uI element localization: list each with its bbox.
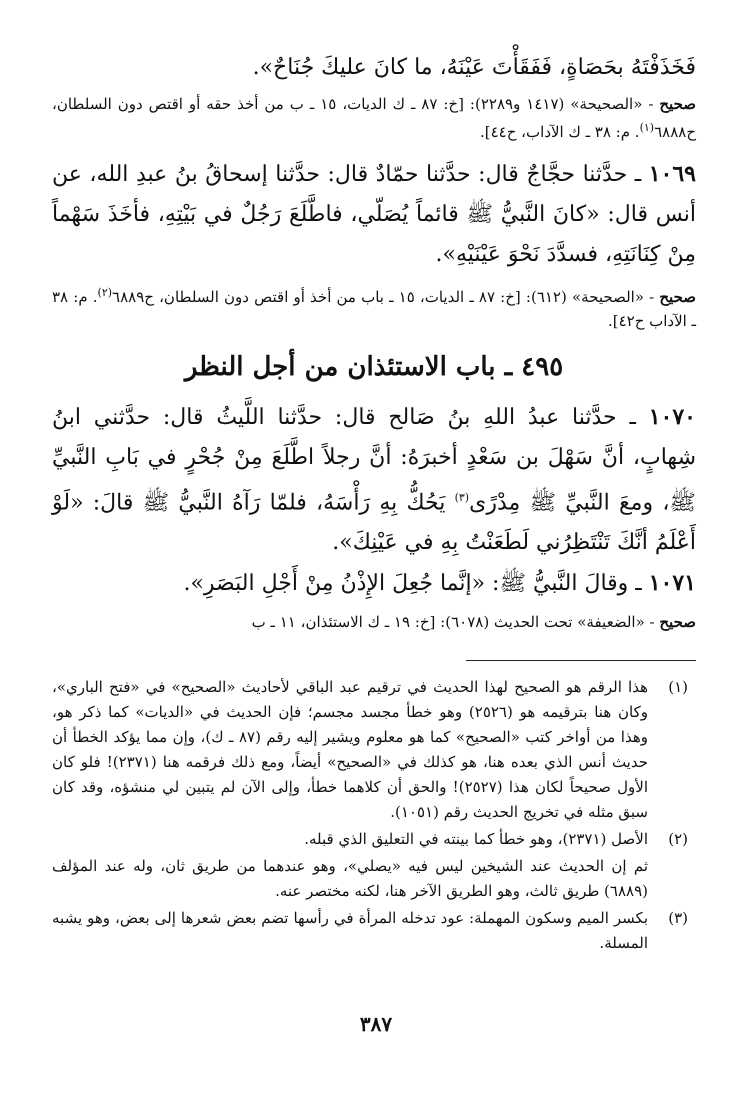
footnote-text: الأصل (٢٣٧١)، وهو خطأ كما بينته في التعليق الذي قبله. (304, 830, 648, 849)
hadith-1070 (52, 397, 696, 563)
takhrij-text: - «الضعيفة» تحت الحديث (٦٠٧٨): [خ: ١٩ ـ ك الاستئذان، ١١ ـ ب (251, 613, 660, 632)
footnote-text: هذا الرقم هو الصحيح لهذا الحديث في ترقيم عبد الباقي لأحاديث «الصحيح» في «فتح الباري»، وكان هنا بترقيمه هو (٢٥٢٦) وهو خطأ مجسد مجسم؛ فإن الحديث في «الديات» كما ذكر هو، وهذا من أواخر كتب «الصحيح» كما هو معلوم ويشير إليه رقم (٨٧ ـ ك)، وإن مما يؤكد الخطأ أن حديث أنس الذي بعده هنا، هو كذلك في «الصحيح» أيضاً، ومع ذلك فرقمه هنا (٢٣٧١)! فلو كان الأول صحيحاً لكان هذا (٢٥٢٧)! والحق أن كلاهما خطأ، وإلى الآن لم يتبين لي منشؤه، وقد كان سبق مثله في تخريج الحديث رقم (١٠٥١). (52, 678, 648, 822)
takhrij-1068 (52, 92, 696, 144)
hadith-1069 (52, 154, 696, 275)
grade-label: صحيح (659, 95, 697, 113)
footnote-2-continuation: ثم إن الحديث عند الشيخين ليس فيه «يصلي»، وهو عندهما من طريق ثان، وله عند المؤلف (٦٨٨٩) طريق ثالث، وهو الطريق الآخر هنا، لكنه مختصر عنه. (52, 857, 648, 901)
footnote-ref: (١) (639, 121, 655, 134)
continuation-line: فَخَذَفْتَهُ بحَصَاةٍ، فَفَقَأْتَ عَيْنَهُ، ما كانَ عليكَ جُنَاحٌ». (252, 55, 696, 80)
grade-label: صحيح (659, 288, 696, 306)
hadith-1071 (52, 563, 696, 604)
footnote-mark: (٢) (668, 830, 688, 849)
takhrij-text: - «الصحيحة» (١٤١٧ و٢٢٨٩): [خ: ٨٧ ـ ك الديات، ١٥ ـ ب من أخذ حقه أو اقتص دون السلطان، ح٦٨٨٨ (52, 95, 696, 141)
takhrij-text: - «الصحيحة» (٦١٢): [خ: ٨٧ ـ الديات، ١٥ ـ باب من أخذ أو اقتص دون السلطان، ح٦٨٨٩ (112, 288, 660, 306)
footnote-1 (52, 675, 696, 825)
takhrij-tail: . م: ٣٨ ـ الآداب ح٤٢]. (52, 288, 696, 330)
page-number: ٣٨٧ (359, 1012, 393, 1036)
hadith-text: ـ حدَّثنا حجَّاجٌ قال: حدَّثنا حمّادٌ قال: حدَّثنا إسحاقُ بنُ عبدِ الله، عن أنس قال: «كانَ النَّبيُّ ﷺ قائماً يُصَلّي، فاطَّلَعَ رَجُلٌ في بَيْتِهِ، فأخَذَ سَهْماً مِنْ كِنَانَتِهِ، فسدَّدَ نَحْوَ عَيْنَيْهِ». (52, 162, 696, 267)
footnote-text: بكسر الميم وسكون المهملة: عود تدخله المرأة في رأسها تضم بعض شعرها إلى بعض، وهو يشبه المسلة. (52, 909, 648, 953)
hadith-number: ١٠٧٠ (648, 404, 696, 430)
chapter-title: ٤٩٥ ـ باب الاستئذان من أجل النظر (184, 352, 564, 382)
footnote-mark: (٣) (668, 909, 688, 928)
footnote-mark: (١) (668, 678, 688, 697)
takhrij-1071 (52, 610, 696, 634)
takhrij-1069 (52, 281, 696, 333)
hadith-number: ١٠٦٩ (648, 161, 696, 187)
footnote-2 (52, 827, 696, 852)
hadith-number: ١٠٧١ (648, 570, 696, 597)
hadith-tail: يَحُكُّ بِهِ رَأْسَهُ، فلمّا رَآهُ النَّبيُّ ﷺ قالَ: «لَوْ أَعْلَمُ أنَّكَ تَنْتَظِرُني لَطَعَنْتُ بِهِ في عَيْنِكَ». (52, 490, 696, 556)
takhrij-tail: . م: ٣٨ ـ ك الآداب، ح٤٤]. (479, 123, 640, 141)
footnote-divider (466, 660, 696, 661)
grade-label: صحيح (659, 613, 696, 632)
hadith-text: ـ حدَّثنا عبدُ اللهِ بنُ صَالح قال: حدَّثنا اللَّيثُ قال: حدَّثني ابنُ شِهابٍ، أنَّ سَهْلَ بن سَعْدٍ أخبرَهُ: أنَّ رجلاً اطَّلَعَ مِنْ جُحْرٍ في بَابِ النَّبيِّ ﷺ، ومعَ النَّبيِّ ﷺ مِدْرًى (52, 405, 696, 516)
footnote-ref: (٣) (454, 491, 470, 504)
footnote-ref: (٢) (97, 286, 113, 299)
hadith-text: ـ وقالَ النَّبيُّ ﷺ: «إنَّما جُعِلَ الإِذْنُ مِنْ أَجْلِ البَصَرِ». (183, 571, 649, 597)
footnote-3 (52, 906, 696, 956)
